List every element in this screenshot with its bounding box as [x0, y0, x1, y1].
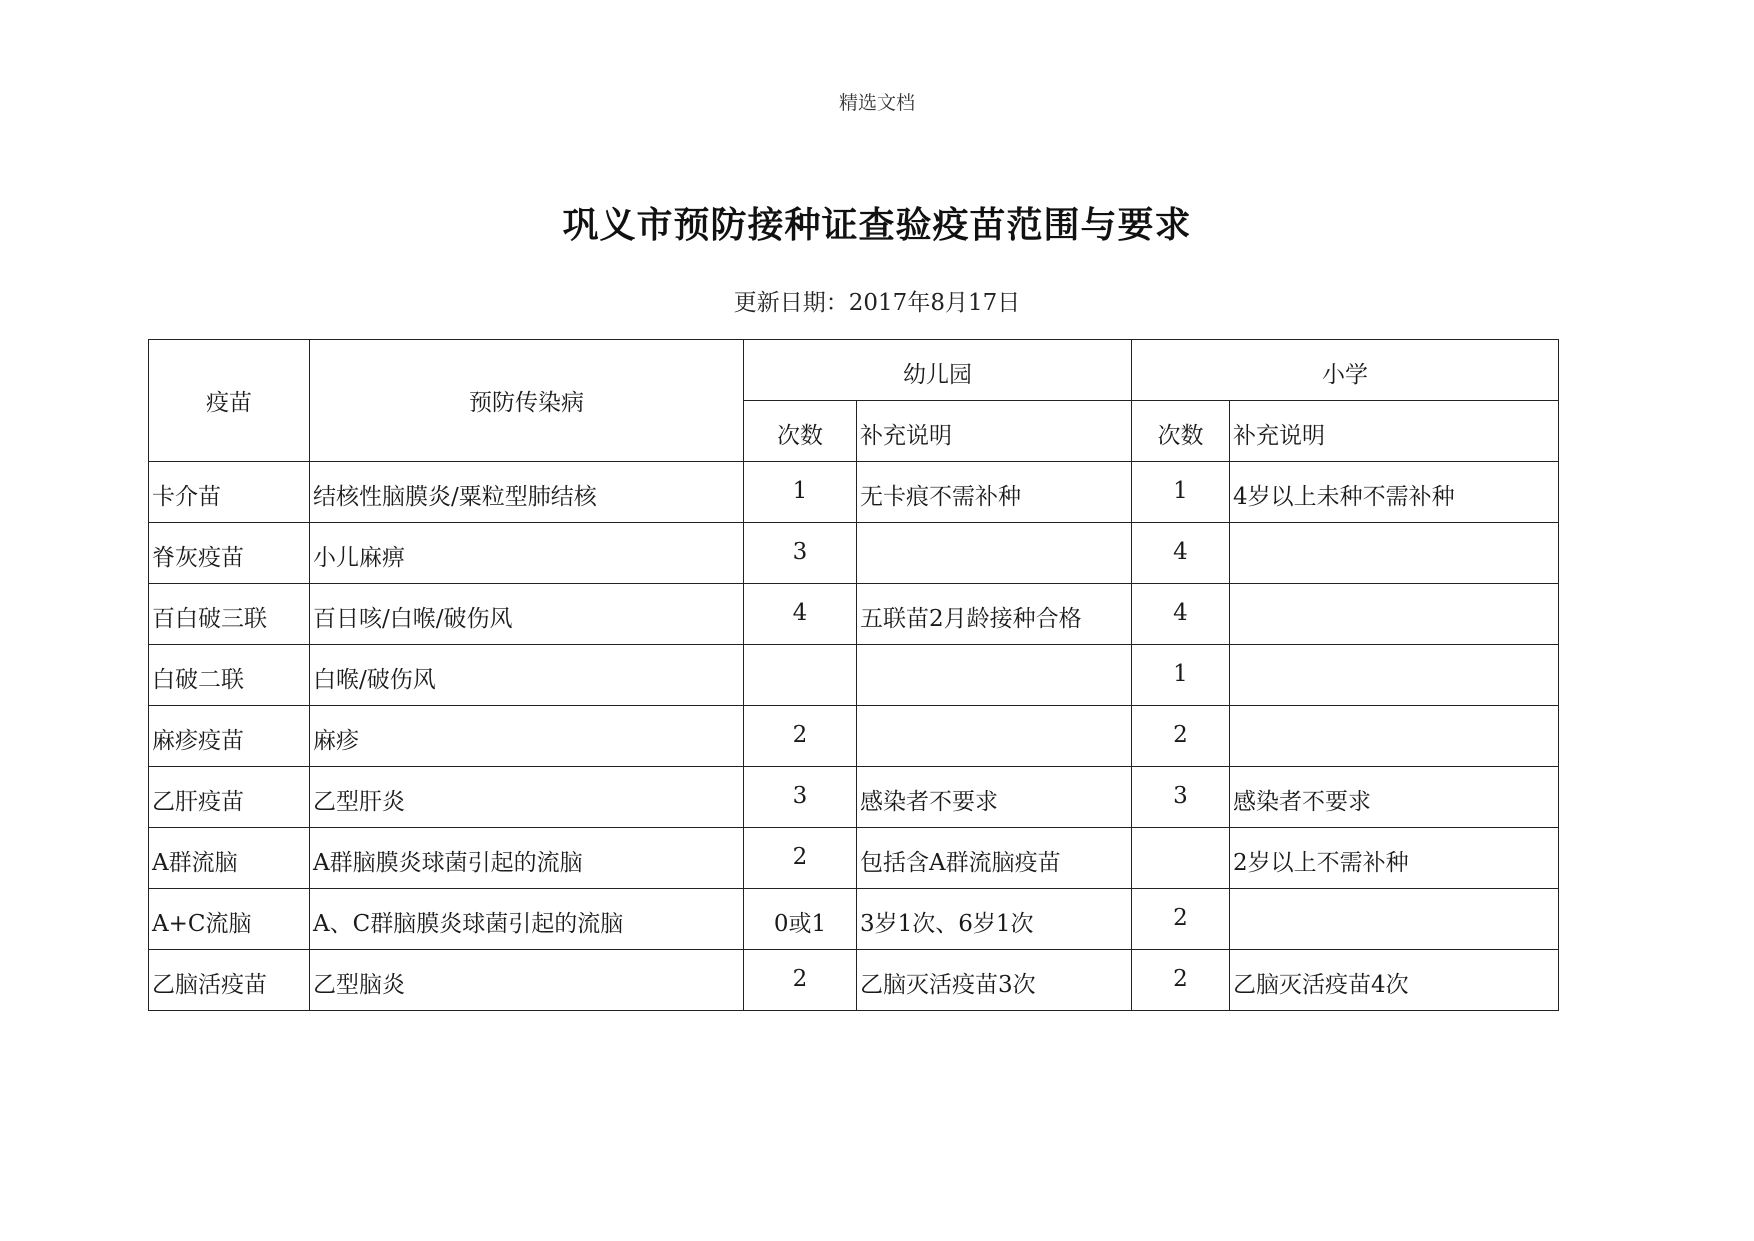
cell-primary-count: 2 [1132, 889, 1230, 950]
cell-primary-count: 1 [1132, 462, 1230, 523]
header-primary-school: 小学 [1132, 340, 1559, 401]
cell-kindergarten-note [857, 706, 1132, 767]
cell-disease: 小儿麻痹 [310, 523, 744, 584]
cell-primary-note [1230, 523, 1559, 584]
cell-primary-note: 4岁以上未种不需补种 [1230, 462, 1559, 523]
update-date: 更新日期：2017年8月17日 [733, 290, 1021, 316]
cell-disease: 乙型脑炎 [310, 950, 744, 1011]
table-row [149, 828, 1559, 889]
cell-disease: 麻疹 [310, 706, 744, 767]
vaccine-requirements-table [148, 339, 1559, 1011]
cell-primary-count: 1 [1132, 645, 1230, 706]
cell-primary-count: 4 [1132, 523, 1230, 584]
table-row [149, 767, 1559, 828]
cell-kindergarten-count [744, 645, 857, 706]
cell-disease: 乙型肝炎 [310, 767, 744, 828]
table-row [149, 584, 1559, 645]
cell-kindergarten-count: 0或1 [744, 889, 857, 950]
cell-kindergarten-note: 无卡痕不需补种 [857, 462, 1132, 523]
header-kindergarten: 幼儿园 [744, 340, 1132, 401]
cell-primary-note [1230, 645, 1559, 706]
header-note: 精选文档 [838, 92, 915, 114]
cell-vaccine: 脊灰疫苗 [149, 523, 310, 584]
cell-kindergarten-count: 2 [744, 950, 857, 1011]
cell-primary-note [1230, 889, 1559, 950]
document-title: 巩义市预防接种证查验疫苗范围与要求 [562, 204, 1192, 246]
cell-vaccine: 乙脑活疫苗 [149, 950, 310, 1011]
cell-vaccine: 白破二联 [149, 645, 310, 706]
cell-vaccine: 卡介苗 [149, 462, 310, 523]
cell-vaccine: 麻疹疫苗 [149, 706, 310, 767]
cell-primary-count: 3 [1132, 767, 1230, 828]
cell-primary-note: 2岁以上不需补种 [1230, 828, 1559, 889]
header-disease: 预防传染病 [310, 340, 744, 462]
table-row [149, 706, 1559, 767]
header-kindergarten-count: 次数 [744, 401, 857, 462]
cell-kindergarten-note: 3岁1次、6岁1次 [857, 889, 1132, 950]
cell-disease: A、C群脑膜炎球菌引起的流脑 [310, 889, 744, 950]
cell-kindergarten-count: 1 [744, 462, 857, 523]
table-row [149, 889, 1559, 950]
table-row [149, 645, 1559, 706]
table-header [149, 340, 1559, 462]
cell-kindergarten-note: 包括含A群流脑疫苗 [857, 828, 1132, 889]
table-row [149, 462, 1559, 523]
cell-vaccine: 乙肝疫苗 [149, 767, 310, 828]
header-primary-note: 补充说明 [1230, 401, 1559, 462]
cell-kindergarten-count: 3 [744, 523, 857, 584]
cell-kindergarten-note: 乙脑灭活疫苗3次 [857, 950, 1132, 1011]
cell-primary-note [1230, 706, 1559, 767]
cell-kindergarten-count: 4 [744, 584, 857, 645]
cell-kindergarten-count: 3 [744, 767, 857, 828]
cell-disease: 百日咳/白喉/破伤风 [310, 584, 744, 645]
cell-vaccine: A群流脑 [149, 828, 310, 889]
cell-primary-note: 乙脑灭活疫苗4次 [1230, 950, 1559, 1011]
cell-kindergarten-note [857, 523, 1132, 584]
header-row-1 [149, 340, 1559, 401]
table-body [149, 462, 1559, 1011]
cell-primary-note: 感染者不要求 [1230, 767, 1559, 828]
cell-primary-count: 4 [1132, 584, 1230, 645]
cell-vaccine: 百白破三联 [149, 584, 310, 645]
table-row [149, 523, 1559, 584]
cell-kindergarten-count: 2 [744, 706, 857, 767]
cell-vaccine: A+C流脑 [149, 889, 310, 950]
header-vaccine: 疫苗 [149, 340, 310, 462]
cell-kindergarten-count: 2 [744, 828, 857, 889]
table-row [149, 950, 1559, 1011]
cell-primary-count: 2 [1132, 950, 1230, 1011]
cell-kindergarten-note: 感染者不要求 [857, 767, 1132, 828]
cell-disease: A群脑膜炎球菌引起的流脑 [310, 828, 744, 889]
cell-disease: 结核性脑膜炎/粟粒型肺结核 [310, 462, 744, 523]
cell-primary-note [1230, 584, 1559, 645]
header-kindergarten-note: 补充说明 [857, 401, 1132, 462]
header-primary-count: 次数 [1132, 401, 1230, 462]
cell-primary-count: 2 [1132, 706, 1230, 767]
cell-kindergarten-note [857, 645, 1132, 706]
cell-primary-count [1132, 828, 1230, 889]
cell-disease: 白喉/破伤风 [310, 645, 744, 706]
cell-kindergarten-note: 五联苗2月龄接种合格 [857, 584, 1132, 645]
